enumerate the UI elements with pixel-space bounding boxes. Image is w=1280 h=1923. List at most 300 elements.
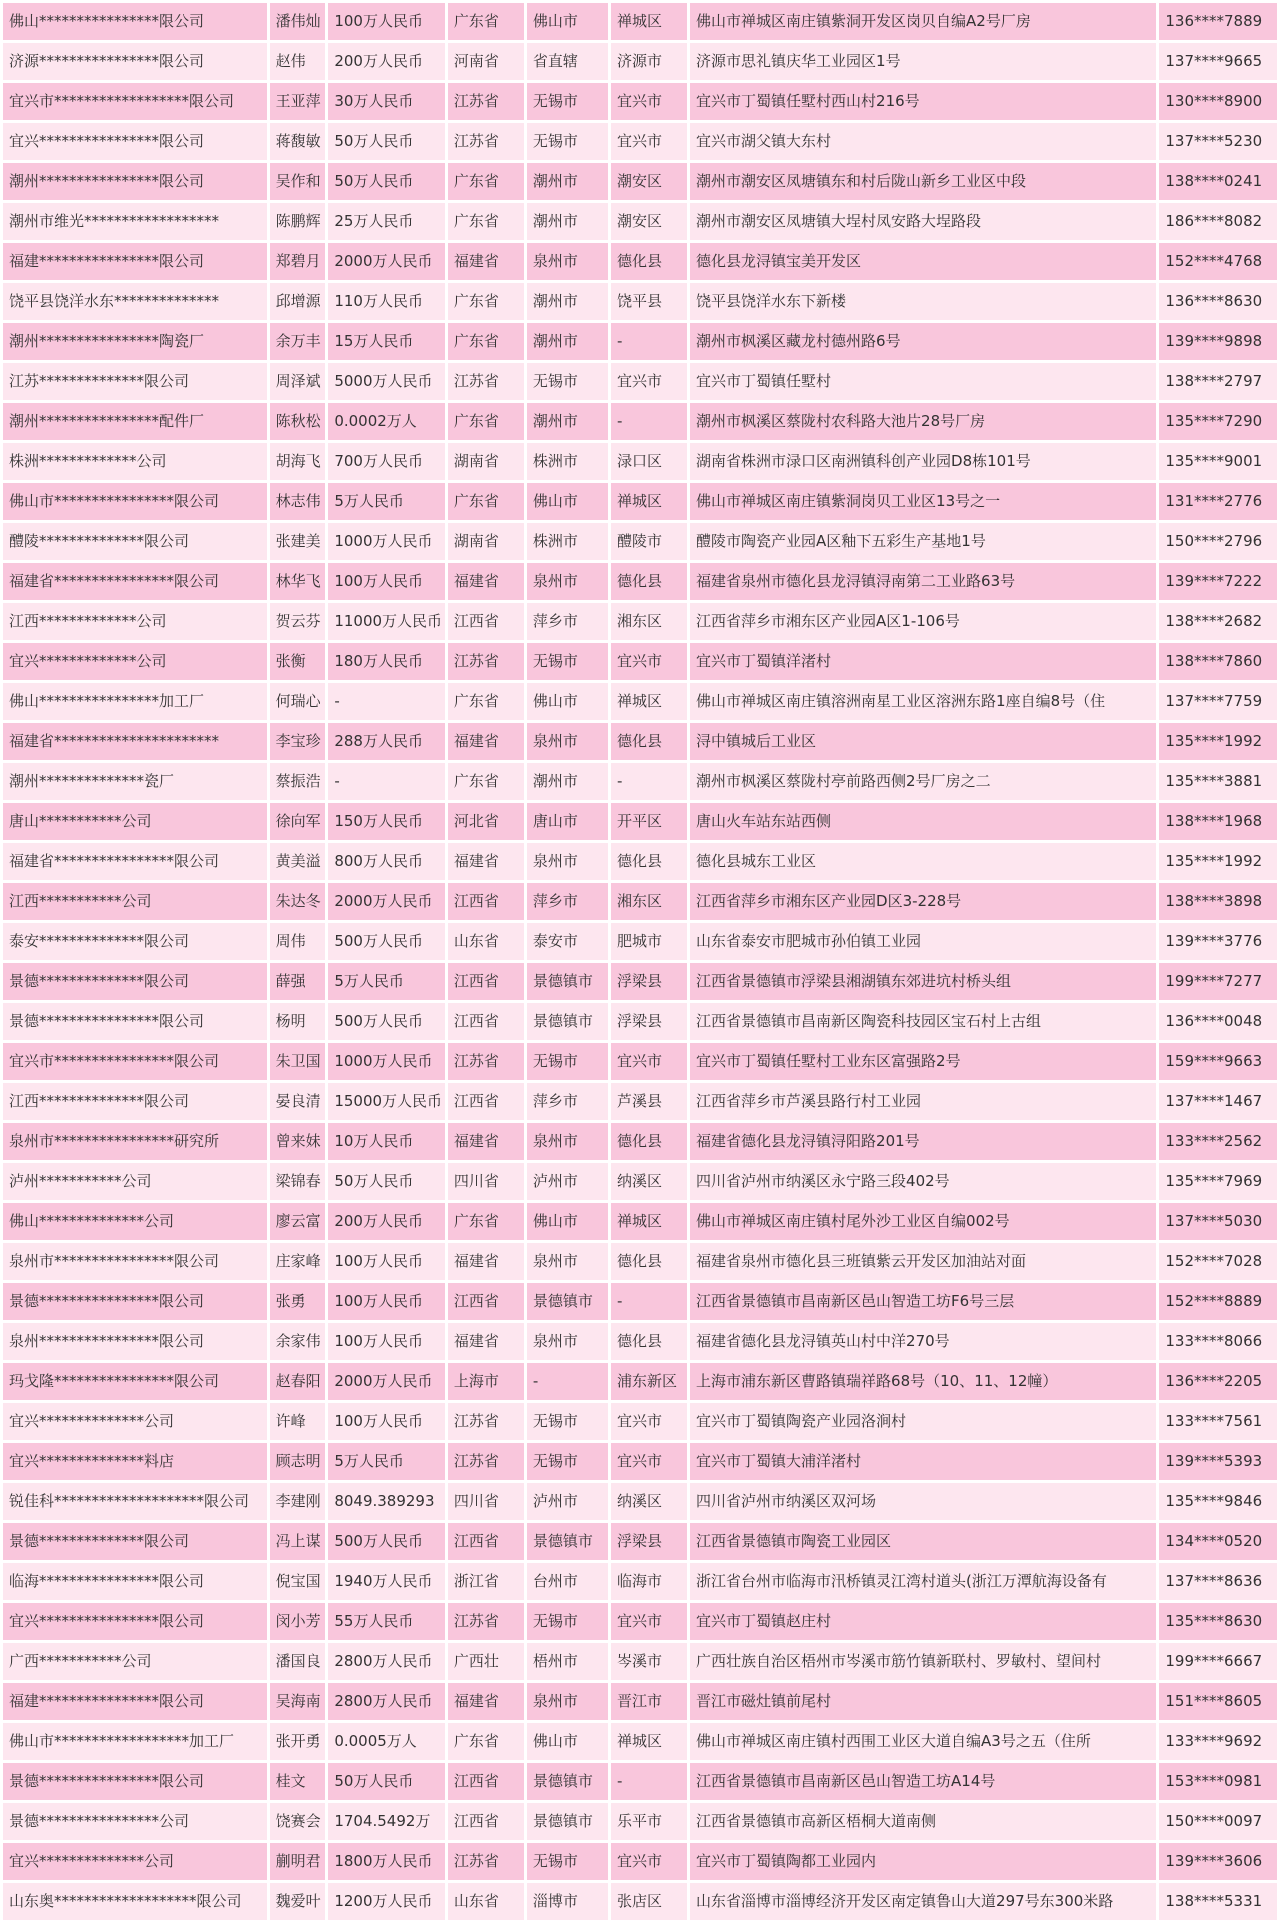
cell-person: 曾来妹: [270, 1123, 326, 1160]
cell-phone: 133****8066: [1159, 1323, 1277, 1360]
cell-capital: 50万人民币: [328, 1163, 445, 1200]
cell-company: 泉州市****************研究所: [3, 1123, 267, 1160]
cell-capital: 50万人民币: [328, 163, 445, 200]
cell-capital: 700万人民币: [328, 443, 445, 480]
cell-person: 林华飞: [270, 563, 326, 600]
cell-capital: 50万人民币: [328, 123, 445, 160]
cell-capital: 100万人民币: [328, 1323, 445, 1360]
cell-phone: 138****7860: [1159, 643, 1277, 680]
table-row: [3, 1763, 1277, 1800]
cell-person: 朱达冬: [270, 883, 326, 920]
cell-city: 泉州市: [527, 723, 608, 760]
cell-address: 宜兴市湖父镇大东村: [690, 123, 1156, 160]
table-row: [3, 1003, 1277, 1040]
cell-district: 渌口区: [611, 443, 687, 480]
table-body: [3, 3, 1277, 1920]
cell-phone: 139****7222: [1159, 563, 1277, 600]
cell-district: 禅城区: [611, 1203, 687, 1240]
cell-capital: 8049.389293: [328, 1483, 445, 1520]
cell-district: 禅城区: [611, 1723, 687, 1760]
cell-person: 余家伟: [270, 1323, 326, 1360]
cell-company: 潮州****************配件厂: [3, 403, 267, 440]
cell-capital: 0.0002万人: [328, 403, 445, 440]
cell-person: 蔡振浩: [270, 763, 326, 800]
cell-district: 芦溪县: [611, 1083, 687, 1120]
table-row: [3, 1843, 1277, 1880]
cell-company: 泉州市****************限公司: [3, 1243, 267, 1280]
cell-province: 福建省: [448, 1323, 524, 1360]
cell-capital: 15万人民币: [328, 323, 445, 360]
cell-district: 宜兴市: [611, 1403, 687, 1440]
cell-person: 吴作和: [270, 163, 326, 200]
cell-city: 萍乡市: [527, 1083, 608, 1120]
table-row: [3, 1403, 1277, 1440]
cell-phone: 135****7969: [1159, 1163, 1277, 1200]
cell-district: -: [611, 403, 687, 440]
cell-district: 岑溪市: [611, 1643, 687, 1680]
table-row: [3, 1563, 1277, 1600]
cell-company: 泸州***********公司: [3, 1163, 267, 1200]
cell-capital: 500万人民币: [328, 923, 445, 960]
cell-address: 德化县龙浔镇宝美开发区: [690, 243, 1156, 280]
cell-person: 赵伟: [270, 43, 326, 80]
cell-province: 广东省: [448, 683, 524, 720]
cell-address: 四川省泸州市纳溪区双河场: [690, 1483, 1156, 1520]
cell-person: 晏良清: [270, 1083, 326, 1120]
cell-phone: 138****2682: [1159, 603, 1277, 640]
cell-phone: 137****8636: [1159, 1563, 1277, 1600]
cell-phone: 133****9692: [1159, 1723, 1277, 1760]
cell-phone: 135****9846: [1159, 1483, 1277, 1520]
table-row: [3, 603, 1277, 640]
cell-city: 无锡市: [527, 1403, 608, 1440]
cell-phone: 138****5331: [1159, 1883, 1277, 1920]
table-row: [3, 3, 1277, 40]
cell-person: 顾志明: [270, 1443, 326, 1480]
cell-company: 潮州**************瓷厂: [3, 763, 267, 800]
cell-company: 宜兴**************公司: [3, 1843, 267, 1880]
cell-province: 江西省: [448, 1283, 524, 1320]
cell-address: 德化县城东工业区: [690, 843, 1156, 880]
cell-company: 潮州****************限公司: [3, 163, 267, 200]
cell-address: 饶平县饶洋水东下新楼: [690, 283, 1156, 320]
table-row: [3, 363, 1277, 400]
cell-address: 浔中镇城后工业区: [690, 723, 1156, 760]
cell-district: 禅城区: [611, 3, 687, 40]
cell-person: 倪宝国: [270, 1563, 326, 1600]
cell-province: 江苏省: [448, 363, 524, 400]
cell-address: 江西省景德镇市浮梁县湘湖镇东郊进坑村桥头组: [690, 963, 1156, 1000]
cell-address: 山东省淄博市淄博经济开发区南定镇鲁山大道297号东300米路: [690, 1883, 1156, 1920]
cell-company: 景德****************限公司: [3, 1283, 267, 1320]
table-row: [3, 1043, 1277, 1080]
cell-province: 江西省: [448, 1523, 524, 1560]
cell-district: 晋江市: [611, 1683, 687, 1720]
cell-capital: 10万人民币: [328, 1123, 445, 1160]
cell-district: 浮梁县: [611, 1003, 687, 1040]
cell-district: 浦东新区: [611, 1363, 687, 1400]
cell-person: 贺云芬: [270, 603, 326, 640]
cell-phone: 137****7759: [1159, 683, 1277, 720]
cell-district: 宜兴市: [611, 1603, 687, 1640]
cell-address: 潮州市枫溪区藏龙村德州路6号: [690, 323, 1156, 360]
cell-district: 湘东区: [611, 603, 687, 640]
cell-person: 潘国良: [270, 1643, 326, 1680]
cell-district: 德化县: [611, 1243, 687, 1280]
cell-address: 江西省景德镇市陶瓷工业园区: [690, 1523, 1156, 1560]
cell-city: 佛山市: [527, 1203, 608, 1240]
cell-province: 山东省: [448, 923, 524, 960]
cell-person: 廖云富: [270, 1203, 326, 1240]
cell-capital: 200万人民币: [328, 1203, 445, 1240]
cell-company: 江西***********公司: [3, 883, 267, 920]
cell-province: 福建省: [448, 843, 524, 880]
cell-capital: 30万人民币: [328, 83, 445, 120]
cell-province: 江西省: [448, 963, 524, 1000]
cell-address: 宜兴市丁蜀镇任墅村: [690, 363, 1156, 400]
cell-capital: 2800万人民币: [328, 1643, 445, 1680]
cell-capital: 15000万人民币: [328, 1083, 445, 1120]
cell-city: 无锡市: [527, 1443, 608, 1480]
cell-capital: 11000万人民币: [328, 603, 445, 640]
cell-phone: 137****9665: [1159, 43, 1277, 80]
cell-province: 广东省: [448, 3, 524, 40]
cell-phone: 151****8605: [1159, 1683, 1277, 1720]
table-row: [3, 123, 1277, 160]
table-row: [3, 1323, 1277, 1360]
cell-capital: 1200万人民币: [328, 1883, 445, 1920]
cell-company: 江西*************公司: [3, 603, 267, 640]
cell-company: 佛山**************公司: [3, 1203, 267, 1240]
cell-province: 福建省: [448, 1123, 524, 1160]
cell-district: 饶平县: [611, 283, 687, 320]
cell-province: 河北省: [448, 803, 524, 840]
cell-province: 四川省: [448, 1483, 524, 1520]
cell-phone: 137****5230: [1159, 123, 1277, 160]
cell-province: 福建省: [448, 723, 524, 760]
cell-city: 泰安市: [527, 923, 608, 960]
cell-province: 广东省: [448, 403, 524, 440]
cell-company: 景德****************公司: [3, 1803, 267, 1840]
cell-city: 潮州市: [527, 323, 608, 360]
table-row: [3, 1683, 1277, 1720]
cell-district: 宜兴市: [611, 83, 687, 120]
cell-capital: 100万人民币: [328, 1283, 445, 1320]
cell-capital: 110万人民币: [328, 283, 445, 320]
table-row: [3, 443, 1277, 480]
cell-company: 临海****************限公司: [3, 1563, 267, 1600]
cell-address: 济源市思礼镇庆华工业园区1号: [690, 43, 1156, 80]
cell-person: 杨明: [270, 1003, 326, 1040]
cell-city: 泉州市: [527, 1683, 608, 1720]
table-row: [3, 1283, 1277, 1320]
cell-city: 潮州市: [527, 403, 608, 440]
cell-province: 广东省: [448, 323, 524, 360]
cell-province: 广东省: [448, 163, 524, 200]
cell-address: 江西省景德镇市昌南新区邑山智造工坊F6号三层: [690, 1283, 1156, 1320]
table-row: [3, 1083, 1277, 1120]
cell-address: 潮州市枫溪区蔡陇村农科路大池片28号厂房: [690, 403, 1156, 440]
cell-address: 浙江省台州市临海市汛桥镇灵江湾村道头(浙江万潭航海设备有: [690, 1563, 1156, 1600]
cell-capital: 288万人民币: [328, 723, 445, 760]
cell-phone: 136****8630: [1159, 283, 1277, 320]
table-row: [3, 203, 1277, 240]
cell-province: 上海市: [448, 1363, 524, 1400]
cell-city: 株洲市: [527, 443, 608, 480]
cell-person: 蒋馥敏: [270, 123, 326, 160]
cell-phone: 139****3606: [1159, 1843, 1277, 1880]
cell-phone: 135****9001: [1159, 443, 1277, 480]
cell-address: 江西省萍乡市湘东区产业园D区3-228号: [690, 883, 1156, 920]
cell-city: 潮州市: [527, 763, 608, 800]
cell-city: 泉州市: [527, 1243, 608, 1280]
cell-district: -: [611, 1763, 687, 1800]
cell-company: 福建****************限公司: [3, 1683, 267, 1720]
cell-district: 肥城市: [611, 923, 687, 960]
cell-city: 台州市: [527, 1563, 608, 1600]
cell-company: 锐佳科********************限公司: [3, 1483, 267, 1520]
cell-province: 江西省: [448, 603, 524, 640]
cell-city: 景德镇市: [527, 1003, 608, 1040]
cell-city: 无锡市: [527, 1603, 608, 1640]
cell-phone: 135****7290: [1159, 403, 1277, 440]
cell-province: 江苏省: [448, 1843, 524, 1880]
cell-address: 广西壮族自治区梧州市岑溪市筋竹镇新联村、罗敏村、望间村: [690, 1643, 1156, 1680]
cell-capital: 5万人民币: [328, 483, 445, 520]
cell-district: 德化县: [611, 723, 687, 760]
cell-province: 广东省: [448, 1203, 524, 1240]
cell-address: 晋江市磁灶镇前尾村: [690, 1683, 1156, 1720]
cell-district: 宜兴市: [611, 363, 687, 400]
cell-person: 李建刚: [270, 1483, 326, 1520]
cell-province: 河南省: [448, 43, 524, 80]
cell-city: 唐山市: [527, 803, 608, 840]
cell-person: 何瑞心: [270, 683, 326, 720]
cell-capital: 100万人民币: [328, 1403, 445, 1440]
cell-phone: 135****1992: [1159, 843, 1277, 880]
table-row: [3, 1163, 1277, 1200]
cell-address: 宜兴市丁蜀镇大浦洋渚村: [690, 1443, 1156, 1480]
cell-person: 郑碧月: [270, 243, 326, 280]
cell-capital: 5万人民币: [328, 1443, 445, 1480]
cell-address: 佛山市禅城区南庄镇村尾外沙工业区自编002号: [690, 1203, 1156, 1240]
table-row: [3, 1203, 1277, 1240]
cell-company: 株洲*************公司: [3, 443, 267, 480]
cell-capital: 180万人民币: [328, 643, 445, 680]
cell-city: 株洲市: [527, 523, 608, 560]
cell-province: 江西省: [448, 883, 524, 920]
cell-person: 胡海飞: [270, 443, 326, 480]
cell-district: 潮安区: [611, 203, 687, 240]
cell-province: 浙江省: [448, 1563, 524, 1600]
cell-person: 闵小芳: [270, 1603, 326, 1640]
table-row: [3, 83, 1277, 120]
cell-person: 徐向军: [270, 803, 326, 840]
cell-company: 江苏**************限公司: [3, 363, 267, 400]
cell-province: 福建省: [448, 243, 524, 280]
cell-person: 魏爱叶: [270, 1883, 326, 1920]
cell-company: 玛戈隆****************限公司: [3, 1363, 267, 1400]
cell-address: 江西省景德镇市昌南新区邑山智造工坊A14号: [690, 1763, 1156, 1800]
cell-phone: 131****2776: [1159, 483, 1277, 520]
cell-person: 许峰: [270, 1403, 326, 1440]
cell-capital: 1000万人民币: [328, 523, 445, 560]
cell-person: 张衡: [270, 643, 326, 680]
cell-company: 佛山****************限公司: [3, 3, 267, 40]
cell-district: 纳溪区: [611, 1163, 687, 1200]
cell-company: 景德**************限公司: [3, 1523, 267, 1560]
cell-address: 宜兴市丁蜀镇赵庄村: [690, 1603, 1156, 1640]
cell-address: 上海市浦东新区曹路镇瑞祥路68号（10、11、12幢）: [690, 1363, 1156, 1400]
cell-city: 泸州市: [527, 1163, 608, 1200]
table-row: [3, 283, 1277, 320]
cell-phone: 186****8082: [1159, 203, 1277, 240]
cell-capital: 2000万人民币: [328, 1363, 445, 1400]
cell-company: 醴陵**************限公司: [3, 523, 267, 560]
cell-district: 宜兴市: [611, 1443, 687, 1480]
cell-province: 江西省: [448, 1763, 524, 1800]
cell-district: -: [611, 1283, 687, 1320]
cell-address: 四川省泸州市纳溪区永宁路三段402号: [690, 1163, 1156, 1200]
cell-district: 浮梁县: [611, 963, 687, 1000]
cell-company: 宜兴市******************限公司: [3, 83, 267, 120]
cell-province: 江苏省: [448, 1603, 524, 1640]
table-row: [3, 923, 1277, 960]
cell-city: 潮州市: [527, 283, 608, 320]
cell-city: 无锡市: [527, 83, 608, 120]
cell-company: 佛山市****************限公司: [3, 483, 267, 520]
cell-district: 宜兴市: [611, 643, 687, 680]
cell-capital: 500万人民币: [328, 1003, 445, 1040]
cell-address: 福建省泉州市德化县龙浔镇浔南第二工业路63号: [690, 563, 1156, 600]
cell-city: 泉州市: [527, 243, 608, 280]
table-row: [3, 1643, 1277, 1680]
cell-person: 张开勇: [270, 1723, 326, 1760]
cell-district: 醴陵市: [611, 523, 687, 560]
cell-province: 福建省: [448, 563, 524, 600]
cell-city: 佛山市: [527, 3, 608, 40]
cell-province: 广东省: [448, 283, 524, 320]
cell-person: 周泽斌: [270, 363, 326, 400]
cell-person: 朱卫国: [270, 1043, 326, 1080]
cell-company: 宜兴市****************限公司: [3, 1043, 267, 1080]
table-row: [3, 763, 1277, 800]
cell-address: 江西省景德镇市高新区梧桐大道南侧: [690, 1803, 1156, 1840]
cell-city: 泉州市: [527, 1323, 608, 1360]
cell-person: 赵春阳: [270, 1363, 326, 1400]
cell-phone: 139****5393: [1159, 1443, 1277, 1480]
cell-district: 宜兴市: [611, 1043, 687, 1080]
cell-city: 淄博市: [527, 1883, 608, 1920]
cell-company: 饶平县饶洋水东**************: [3, 283, 267, 320]
cell-person: 蒯明君: [270, 1843, 326, 1880]
cell-address: 宜兴市丁蜀镇任墅村西山村216号: [690, 83, 1156, 120]
cell-province: 江苏省: [448, 1043, 524, 1080]
cell-address: 佛山市禅城区南庄镇紫洞岗贝工业区13号之一: [690, 483, 1156, 520]
cell-company: 宜兴**************公司: [3, 1403, 267, 1440]
cell-capital: 5000万人民币: [328, 363, 445, 400]
cell-company: 山东奥*******************限公司: [3, 1883, 267, 1920]
cell-address: 福建省德化县龙浔镇英山村中洋270号: [690, 1323, 1156, 1360]
cell-company: 福建省**********************: [3, 723, 267, 760]
table-row: [3, 523, 1277, 560]
cell-city: 佛山市: [527, 683, 608, 720]
table-row: [3, 963, 1277, 1000]
cell-city: 泸州市: [527, 1483, 608, 1520]
table-row: [3, 1483, 1277, 1520]
cell-capital: 100万人民币: [328, 563, 445, 600]
cell-city: 景德镇市: [527, 1283, 608, 1320]
cell-city: 泉州市: [527, 563, 608, 600]
cell-company: 福建****************限公司: [3, 243, 267, 280]
cell-district: 德化县: [611, 1323, 687, 1360]
cell-capital: -: [328, 683, 445, 720]
cell-person: 张建美: [270, 523, 326, 560]
cell-address: 江西省景德镇市昌南新区陶瓷科技园区宝石村上古组: [690, 1003, 1156, 1040]
cell-city: 佛山市: [527, 1723, 608, 1760]
cell-phone: 130****8900: [1159, 83, 1277, 120]
cell-person: 饶赛会: [270, 1803, 326, 1840]
cell-address: 山东省泰安市肥城市孙伯镇工业园: [690, 923, 1156, 960]
cell-person: 庄家峰: [270, 1243, 326, 1280]
cell-phone: 199****6667: [1159, 1643, 1277, 1680]
cell-capital: 2800万人民币: [328, 1683, 445, 1720]
cell-capital: 500万人民币: [328, 1523, 445, 1560]
table-row: [3, 883, 1277, 920]
cell-city: 萍乡市: [527, 883, 608, 920]
cell-province: 山东省: [448, 1883, 524, 1920]
cell-province: 广东省: [448, 203, 524, 240]
cell-capital: 50万人民币: [328, 1763, 445, 1800]
cell-address: 佛山市禅城区南庄镇紫洞开发区岗贝自编A2号厂房: [690, 3, 1156, 40]
cell-phone: 150****0097: [1159, 1803, 1277, 1840]
cell-company: 宜兴****************限公司: [3, 123, 267, 160]
cell-person: 张勇: [270, 1283, 326, 1320]
cell-district: -: [611, 763, 687, 800]
cell-province: 福建省: [448, 1243, 524, 1280]
table-row: [3, 1443, 1277, 1480]
cell-company: 唐山***********公司: [3, 803, 267, 840]
cell-person: 李宝珍: [270, 723, 326, 760]
cell-phone: 138****3898: [1159, 883, 1277, 920]
cell-capital: 1800万人民币: [328, 1843, 445, 1880]
cell-capital: -: [328, 763, 445, 800]
table-row: [3, 723, 1277, 760]
cell-person: 陈秋松: [270, 403, 326, 440]
cell-company: 广西***********公司: [3, 1643, 267, 1680]
cell-phone: 139****3776: [1159, 923, 1277, 960]
cell-province: 江西省: [448, 1083, 524, 1120]
table-row: [3, 163, 1277, 200]
cell-province: 湖南省: [448, 443, 524, 480]
cell-province: 江西省: [448, 1003, 524, 1040]
cell-city: 景德镇市: [527, 1523, 608, 1560]
cell-phone: 138****2797: [1159, 363, 1277, 400]
cell-phone: 199****7277: [1159, 963, 1277, 1000]
cell-city: 潮州市: [527, 203, 608, 240]
table-row: [3, 1723, 1277, 1760]
cell-district: 禅城区: [611, 483, 687, 520]
cell-capital: 800万人民币: [328, 843, 445, 880]
cell-district: 济源市: [611, 43, 687, 80]
table-row: [3, 563, 1277, 600]
cell-person: 王亚萍: [270, 83, 326, 120]
cell-company: 宜兴****************限公司: [3, 1603, 267, 1640]
table-row: [3, 403, 1277, 440]
cell-company: 潮州市维光******************: [3, 203, 267, 240]
cell-phone: 137****1467: [1159, 1083, 1277, 1120]
cell-capital: 5万人民币: [328, 963, 445, 1000]
